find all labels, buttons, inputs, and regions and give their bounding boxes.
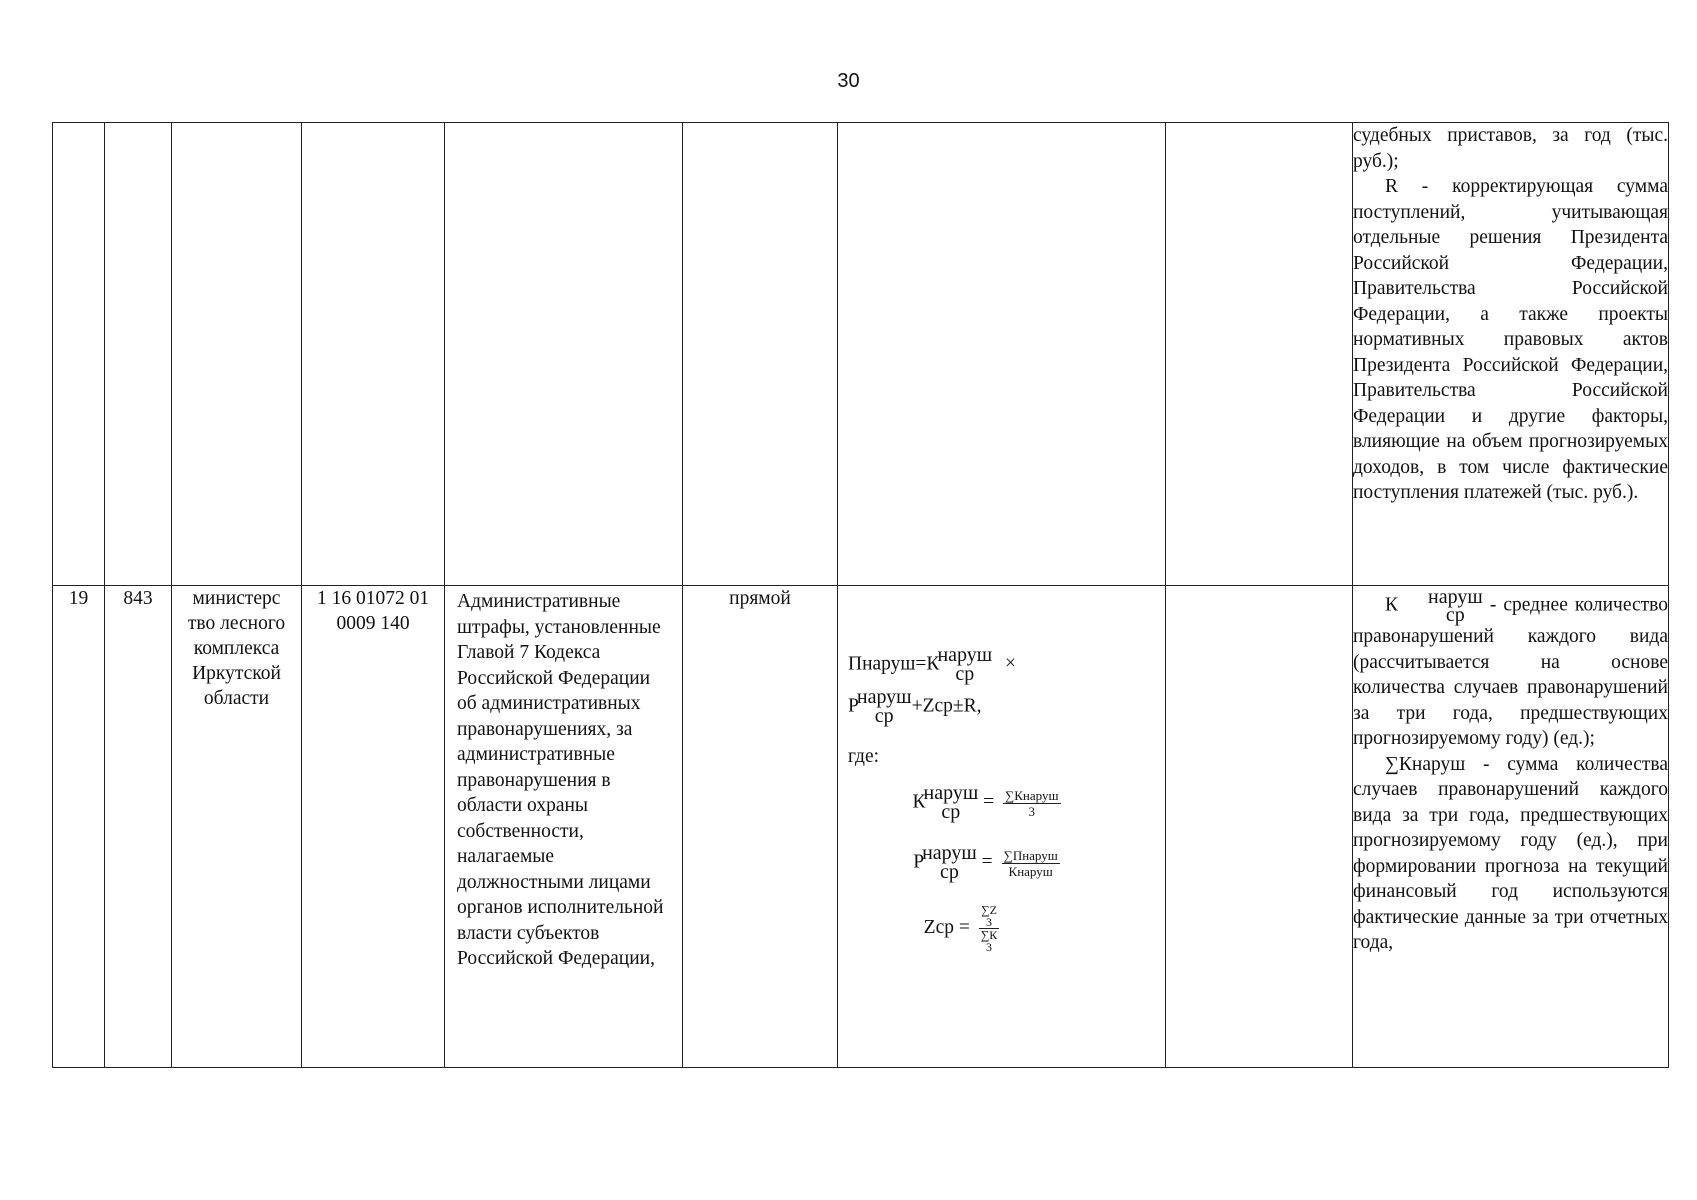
cell-empty [838, 123, 1166, 586]
cell-description-continued [1353, 123, 1669, 586]
cell-formula [838, 586, 1166, 1068]
cell-row-number: 19 [53, 586, 105, 1068]
cell-method: прямой [683, 586, 838, 1068]
cell-empty [53, 123, 105, 586]
cell-empty [105, 123, 172, 586]
cell-empty [1166, 123, 1353, 586]
cell-empty [302, 123, 445, 586]
cell-admin-code: 843 [105, 586, 172, 1068]
budget-table [52, 122, 1669, 1068]
cell-revenue-title [445, 586, 683, 1068]
formula-main-cont: Р наруш ср +Zср±R, [848, 686, 982, 727]
cell-empty [172, 123, 302, 586]
formula-where: где: [848, 746, 880, 767]
formula-k: К наруш ср = $\frac{\text{∑Кнаруш}}{3}$ [912, 782, 1059, 823]
cell-empty [445, 123, 683, 586]
formula-block [838, 586, 1165, 953]
formula-main: Пнаруш=К наруш ср × [848, 644, 1017, 685]
cell-admin-name [172, 586, 302, 1068]
desc-paragraph: R - корректирующая сумма поступлений, учитывающая отдельные решения Президента Российской Федерации, Правительства Российской Федерации, а также проекты нормативных правовых актов Президента Российской Федерации, Правительства Российской Федерации и другие факторы, влияющие на объем прогнозируемых доходов, в том числе фактические поступления платежей (тыс. руб.). [1353, 176, 1668, 503]
cell-description [1353, 586, 1669, 1068]
admin-name: министерс тво лесного комплекса Иркутской области [187, 588, 286, 709]
table-row [53, 586, 1669, 1068]
formula-z: Zср = ∑Z 3 ∑К 3 [923, 903, 998, 954]
desc-sum: ∑Кнаруш - сумма количества случаев правонарушений каждого вида за три года, предшествующих прогнозируемому году (ед.), при формировании прогноза на текущий финансовый год используются фактические данные за три отчетных года, [1353, 753, 1668, 953]
page-number: 30 [837, 70, 860, 92]
cell-empty [683, 123, 838, 586]
desc-paragraph: судебных приставов, за год (тыс. руб.); [1353, 125, 1668, 172]
table-row-continued [53, 123, 1669, 586]
revenue-title: Административные штрафы, установленные Главой 7 Кодекса Российской Федерации об административных правонарушениях, за административные правонарушения в области охраны собственности, налагаемые должностными лицами органов исполнительной власти субъектов Российской Федерации, [457, 591, 664, 969]
cell-kbk: 1 16 01072 01 0009 140 [302, 586, 445, 1068]
formula-p: Р наруш ср = $\frac{\text{∑Пнаруш}}{\text{Кнаруш}}$ [913, 842, 1058, 883]
desc-k: К наруш ср - среднее количество правонарушений каждого вида (рассчитывается на основе количества случаев правонарушений за три года, предшествующих прогнозируемому году) (ед.); [1353, 586, 1669, 749]
cell-empty [1166, 586, 1353, 1068]
